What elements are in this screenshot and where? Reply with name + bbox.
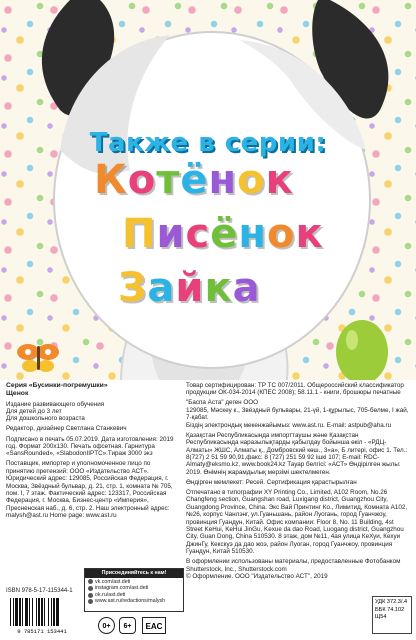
series-title-fox xyxy=(122,211,324,257)
butterfly-icon xyxy=(17,344,59,372)
title-letter: й xyxy=(175,265,205,311)
eac-mark: EAC xyxy=(142,617,166,634)
vk-icon xyxy=(88,579,93,584)
kz-email: Біздің электрондық мекенжайымыз: www.ast.ru. E-mail: astpub@aha.ru xyxy=(186,421,392,429)
print-details: Подписано в печать 05.07.2019. Дата изготовления: 2019 год. Формат 200x130. Печать офсетная. Гарнитура «SansRounded», «SlabodonIIPTC».Тираж 3000 экз xyxy=(6,435,174,458)
imprint-right-column xyxy=(186,382,412,581)
kz-importer: Қазақстан Республикасында импорттаушы және Қазақстан Республикасында наразылықтарды қабылдау бойынша өкіл - «РДЦ-Алматы» ЖШС, Алматы қ., Домбровский көш., 3«а», Б литері, офис 1. Тел.: 8(727) 2 51 59 90,91,факс: 8 (727) 251 59 92 ішкі 107; E-mail: RDC-Almaty@eksmo.kz, www.book24.kz Тауар белгісі: «АСТ» Өндірілген жылы: 2019. Өнімнің жарамдылық мерзімі шектелмеген. xyxy=(186,431,408,476)
series-title-bunny xyxy=(118,265,261,311)
title-letter: а xyxy=(147,265,176,311)
kz-brand: "Баспа Аста" деген ООО xyxy=(186,399,259,407)
series-name: Серия «Бусинки-погремушки» xyxy=(6,382,108,389)
social-links-box xyxy=(84,568,184,612)
copyright: © Оформление. ООО "Издательство АСТ", 2019 xyxy=(186,573,328,581)
age-mark-6: 6+ xyxy=(119,617,136,634)
kz-address: 129085, Мәскеу к., Звёздный бульвары, 21-үй, 1-құрылыс, 705-бөлме, I жай, 7-қабат. xyxy=(186,406,409,422)
title-letter: З xyxy=(118,265,148,311)
book-title: Щенок xyxy=(6,390,29,398)
title-letter: о xyxy=(237,157,266,203)
bbk-code: ББК 74.102 xyxy=(375,606,405,613)
isbn: ISBN 978-5-17-115344-1 xyxy=(6,588,73,594)
barcode-number: 9 785171 153441 xyxy=(17,628,67,634)
social-link-instagram[interactable]: instagram.com/ast.deti xyxy=(88,585,180,592)
globe-icon xyxy=(88,599,93,604)
age-mark-0: 0+ xyxy=(98,617,115,634)
title-letter: о xyxy=(127,157,157,203)
age-preschool: Для дошкольного возраста xyxy=(6,415,85,423)
series-title-kitten xyxy=(94,157,294,203)
instagram-icon xyxy=(88,586,93,591)
title-letter: т xyxy=(156,157,181,203)
title-letter: а xyxy=(232,265,261,311)
title-letter: и xyxy=(156,211,186,257)
ok-icon xyxy=(88,593,93,598)
title-letter: к xyxy=(265,157,294,203)
title-letter: ё xyxy=(210,211,239,257)
udk-code: УДК 372.3/.4 xyxy=(375,599,408,605)
social-header: Присоединяйтесь к нам! xyxy=(85,569,183,578)
edition-type: Издание развивающего обучения xyxy=(6,400,105,408)
also-in-series-heading: Также в серии: xyxy=(89,128,327,158)
title-letter: ё xyxy=(180,157,209,203)
imprint-left-column xyxy=(6,382,174,522)
title-letter: к xyxy=(295,211,324,257)
barcode xyxy=(6,596,78,634)
title-letter: н xyxy=(208,157,238,203)
title-letter: с xyxy=(185,211,211,257)
editor-credit: Редактор, дизайнер Светлана Станкевич xyxy=(6,425,127,433)
title-letter: к xyxy=(204,265,233,311)
title-letter: о xyxy=(267,211,296,257)
title-letter: П xyxy=(122,211,157,257)
social-link-site[interactable]: www.ast.ru/redactions/malysh xyxy=(88,598,180,605)
author-mark: Щ54 xyxy=(375,614,387,621)
udk-box xyxy=(372,596,412,634)
social-link-vk[interactable]: vk.com/ast.deti xyxy=(88,579,180,586)
design-credits: В оформлении использованы материалы, предоставленные Фотобанком Shutterstock, Inc., Shutterstock.com xyxy=(186,558,401,573)
title-letter: К xyxy=(94,157,128,203)
printer-info: Отпечатано в типографии XY Printing Co., Limited, A102 Room, No.26 Changfeng section, Guangshan road, Luxigang district, Guangzhou City, Guangdong Province, China. Экс Вай Принтинг Ко., Лимитид, Комната A102, №26, корпус Чанлэнг, ул.Гуаньшань, район Луогань, город Гуанчжоу, провинция Гуандун, Китай. Офис компании: Floor 8, No. 11 Building, 4st Street KeHui, KeHui JinGu, Kexue da dao Road, Luogang district, Guangzhou City, Guan Dong, China 510530. 8 этаж, дом №11, 4ая улица КеХуи, Кехуи ДжинГу, Кекскуэ да дао жоэ, район Луоган, город Гуанчжоу, провинция Гуандун, Китай 510530. xyxy=(186,488,408,556)
kz-made-in: Өндірген мемлекет: Ресей. Сертификация қарастырылған xyxy=(186,478,357,486)
age-children: Для детей до 3 лет xyxy=(6,408,62,416)
social-link-ok[interactable]: ok.ru/ast.deti xyxy=(88,592,180,599)
supplier-info: Поставщик, импортер и уполномоченное лицо по принятию претензий: ООО «Издательство АСТ». Юридический адрес: 129085, Российская Федерация, г. Москва, Звёздный бульвар, д. 21, стр. 1, комната № 705, пом. I, 7 этаж. Фактический адрес: 123317, Российская Федерация, г. Москва, Бизнес-центр «Империя», Пресненская наб., д. 6, стр. 2. Наш электронный адрес: malysh@ast.ru Home page: www.ast.ru xyxy=(6,460,173,520)
certification: Товар сертифицирован: ТР ТС 007/2011. Общероссийский классификатор продукции ОК-034-2014 (КПЕС 2008); 58.11.1 - книги, брошюры печатные xyxy=(186,382,404,397)
title-letter: н xyxy=(238,211,268,257)
